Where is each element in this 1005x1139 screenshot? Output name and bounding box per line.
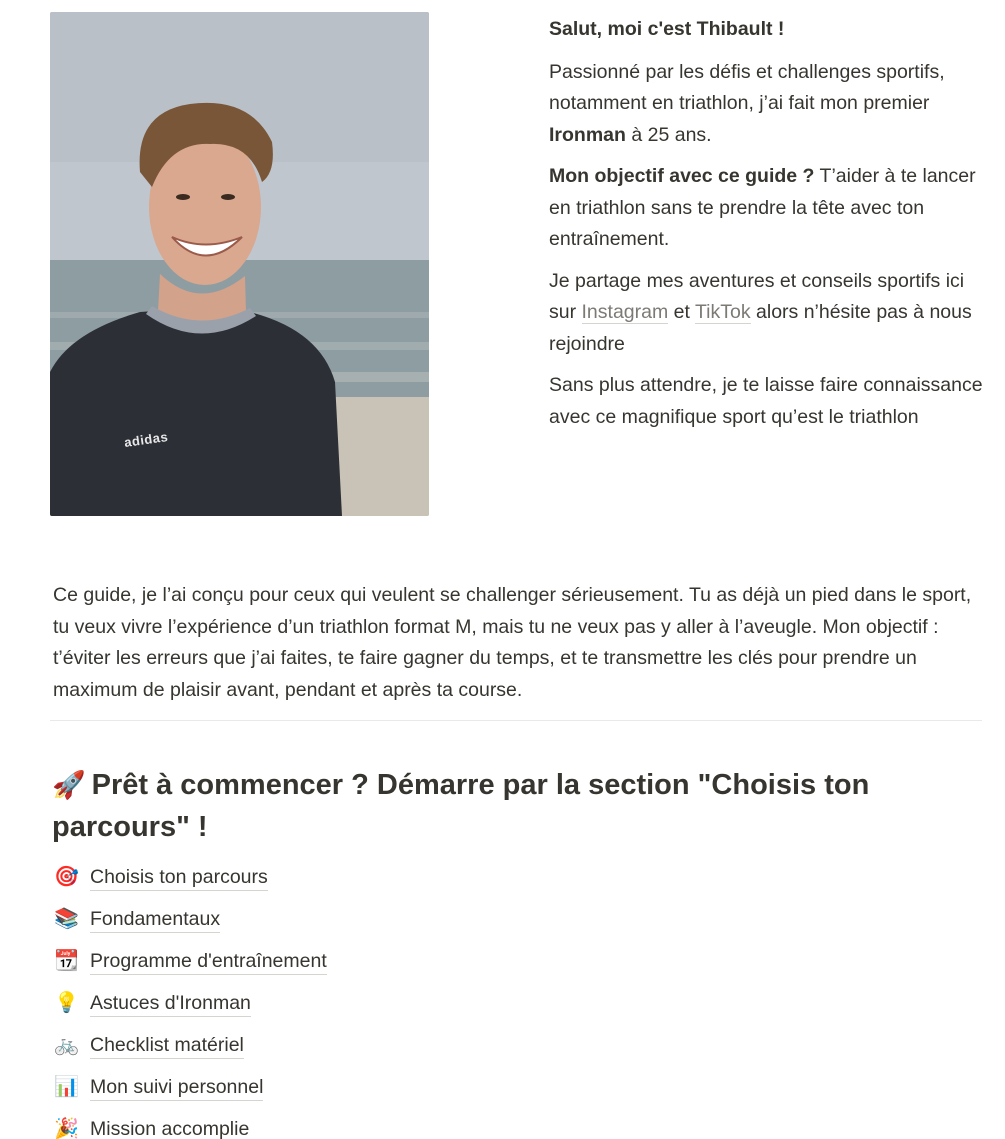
party-popper-icon: 🎉 bbox=[54, 1118, 79, 1139]
page-link-label[interactable]: Astuces d'Ironman bbox=[90, 990, 251, 1017]
page-link-label[interactable]: Programme d'entraînement bbox=[90, 948, 327, 975]
intro-text bbox=[549, 14, 989, 443]
page-link-checklist[interactable] bbox=[54, 1024, 554, 1066]
page-link-label[interactable]: Mission accomplie bbox=[90, 1116, 249, 1139]
page-link-suivi[interactable] bbox=[54, 1066, 554, 1108]
lightbulb-icon: 💡 bbox=[54, 992, 79, 1014]
intro-p1-bold: Ironman bbox=[549, 123, 626, 146]
author-photo-illustration bbox=[50, 12, 429, 516]
intro-paragraph-3 bbox=[549, 266, 989, 361]
tiktok-link[interactable]: TikTok bbox=[694, 301, 751, 323]
shirt-logo-adidas: adidas bbox=[123, 428, 170, 451]
intro-p1-text: Passionné par les défis et challenges sportifs, notamment en triathlon, j’ai fait mon premier bbox=[549, 60, 945, 114]
intro-greeting: Salut, moi c'est Thibault ! bbox=[549, 18, 785, 40]
intro-paragraph-4: Sans plus attendre, je te laisse faire connaissance avec ce magnifique sport qu’est le triathlon bbox=[549, 374, 983, 428]
page-link-label[interactable]: Checklist matériel bbox=[90, 1032, 244, 1059]
page-link-label[interactable]: Mon suivi personnel bbox=[90, 1074, 263, 1101]
page-link-programme[interactable] bbox=[54, 940, 554, 982]
section-heading-text: Prêt à commencer ? Démarre par la section "Choisis ton parcours" ! bbox=[52, 769, 870, 843]
page-link-label[interactable]: Choisis ton parcours bbox=[90, 864, 268, 891]
divider bbox=[50, 720, 982, 721]
page-link-choisis-ton-parcours[interactable] bbox=[54, 856, 554, 898]
page-link-fondamentaux[interactable] bbox=[54, 898, 554, 940]
intro-paragraph-1 bbox=[549, 57, 989, 152]
intro-p3-text: Je partage mes aventures et conseils sportifs ici sur bbox=[549, 269, 965, 323]
guide-description: Ce guide, je l’ai conçu pour ceux qui veulent se challenger sérieusement. Tu as déjà un pied dans le sport, tu veux vivre l’expérience d’un triathlon format M, mais tu ne veux pas y aller à l’aveugle. Mon objectif : t’éviter les erreurs que j’ai faites, te faire gagner du temps, et te transmettre les clés pour prendre un maximum de plaisir avant, pendant et après ta course. bbox=[53, 584, 972, 701]
intro-p3-text-end: alors n’hésite pas à nous rejoindre bbox=[549, 301, 972, 355]
page-link-label[interactable]: Fondamentaux bbox=[90, 906, 220, 933]
intro-p1-text-end: à 25 ans. bbox=[625, 123, 712, 146]
intro-paragraph-2 bbox=[549, 161, 989, 256]
rocket-icon: 🚀 bbox=[52, 770, 86, 800]
author-photo bbox=[50, 12, 429, 516]
section-heading bbox=[52, 764, 952, 848]
books-icon: 📚 bbox=[54, 908, 79, 930]
intro-p3-and: et bbox=[668, 301, 695, 323]
page-link-astuces[interactable] bbox=[54, 982, 554, 1024]
intro-p2-bold: Mon objectif avec ce guide ? bbox=[549, 165, 815, 187]
intro-p2-text: T’aider à te lancer en triathlon sans te prendre la tête avec ton entraînement. bbox=[549, 165, 976, 250]
page-links-list bbox=[54, 856, 554, 1139]
target-icon: 🎯 bbox=[54, 866, 79, 888]
calendar-icon: 📆 bbox=[54, 950, 79, 972]
page-link-mission[interactable] bbox=[54, 1108, 554, 1139]
instagram-link[interactable]: Instagram bbox=[581, 301, 669, 323]
bicycle-icon: 🚲 bbox=[54, 1034, 79, 1056]
bar-chart-icon: 📊 bbox=[54, 1076, 79, 1098]
